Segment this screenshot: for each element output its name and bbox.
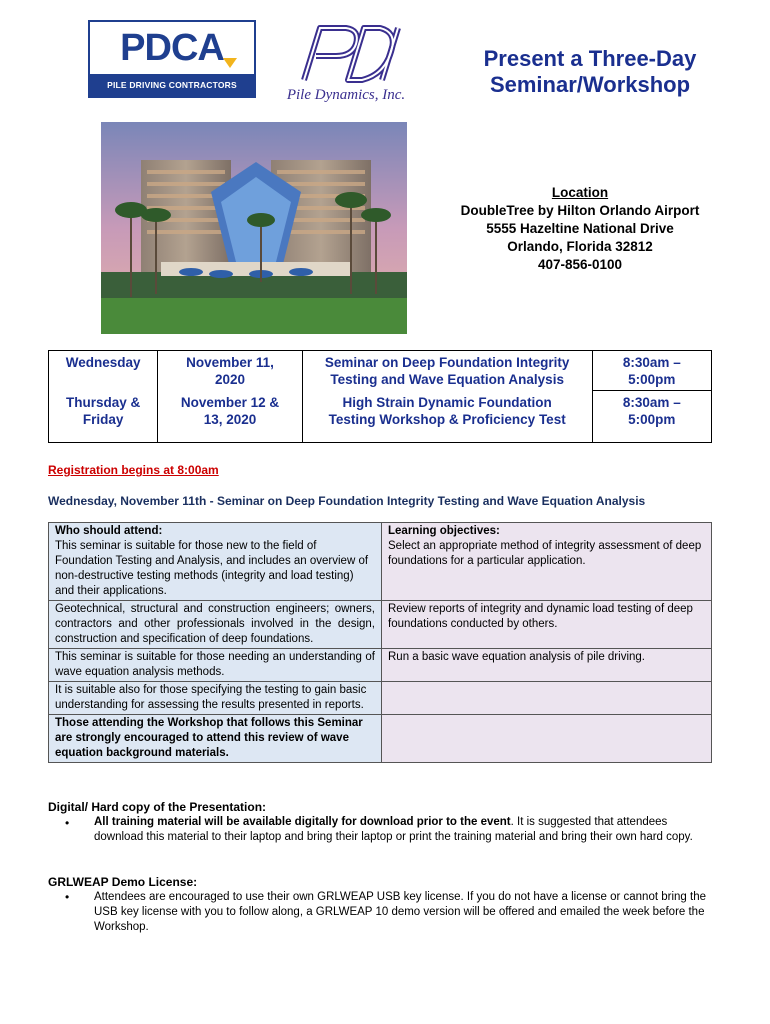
bullet-icon: • <box>65 816 70 830</box>
table-cell-text: This seminar is suitable for those needing an understanding of wave equation analysis methods. <box>49 649 382 682</box>
learning-objectives-header: Learning objectives: <box>388 525 500 537</box>
title-line-1: Present a Three-Day <box>483 46 697 71</box>
location-city: Orlando, Florida 32812 <box>507 239 653 254</box>
pdca-logo <box>88 20 256 112</box>
table-cell-text <box>382 715 712 763</box>
location-street: 5555 Hazeltine National Drive <box>486 221 674 236</box>
schedule-time: 8:30am – 5:00pm <box>592 351 711 391</box>
digital-bullet-rest: . It is suggested that attendees download this material to their laptop and bring their laptop or print the training material and bring their own hard copy. <box>94 816 693 843</box>
schedule-row <box>49 391 712 443</box>
wednesday-heading: Wednesday, November 11th - Seminar on Deep Foundation Integrity Testing and Wave Equation Analysis <box>48 494 646 508</box>
pdca-triangle-icon <box>223 58 237 68</box>
digital-bullet <box>94 815 714 845</box>
table-cell-text: Run a basic wave equation analysis of pile driving. <box>382 649 712 682</box>
location-heading: Location <box>551 185 609 200</box>
pdi-emblem-icon <box>276 18 416 88</box>
seminar-table <box>48 522 712 763</box>
location-block <box>420 184 740 274</box>
table-row <box>49 649 712 682</box>
pdca-logo-letters: PDCA <box>120 27 224 69</box>
location-phone: 407-856-0100 <box>537 257 623 272</box>
pdi-caption: Pile Dynamics, Inc. <box>286 87 406 103</box>
schedule-day: Wednesday <box>49 351 158 391</box>
table-row <box>49 523 712 601</box>
grlweap-heading: GRLWEAP Demo License: <box>48 875 198 889</box>
table-row <box>49 682 712 715</box>
table-cell <box>49 523 382 601</box>
schedule-time: 8:30am – 5:00pm <box>592 391 711 443</box>
schedule-day: Thursday & Friday <box>49 391 158 443</box>
digital-bullet-bold: All training material will be available digitally for download prior to the event <box>94 816 511 828</box>
who-should-attend-header: Who should attend: <box>55 525 163 537</box>
schedule-table <box>48 350 712 443</box>
bullet-icon: • <box>65 890 70 904</box>
registration-note: Registration begins at 8:00am <box>48 463 219 477</box>
location-venue: DoubleTree by Hilton Orlando Airport <box>460 203 700 218</box>
schedule-event: High Strain Dynamic Foundation Testing Workshop & Proficiency Test <box>302 391 592 443</box>
table-cell-text: Select an appropriate method of integrity assessment of deep foundations for a particular application. <box>388 540 702 567</box>
title-line-2: Seminar/Workshop <box>489 72 691 97</box>
schedule-date: November 12 & 13, 2020 <box>158 391 302 443</box>
schedule-row <box>49 351 712 391</box>
table-cell-text: Those attending the Workshop that follows this Seminar are strongly encouraged to attend this review of wave equation background materials. <box>49 715 382 763</box>
table-cell <box>382 523 712 601</box>
schedule-date: November 11, 2020 <box>158 351 302 391</box>
grlweap-bullet: Attendees are encouraged to use their own GRLWEAP USB key license. If you do not have a license or cannot bring the USB key license with you to follow along, a GRLWEAP 10 demo version will be offered and emailed the week before the Workshop. <box>94 891 706 933</box>
schedule-event: Seminar on Deep Foundation Integrity Testing and Wave Equation Analysis <box>302 351 592 391</box>
table-row <box>49 715 712 763</box>
hotel-photo <box>101 122 407 334</box>
table-cell-text: This seminar is suitable for those new to the field of Foundation Testing and Analysis, and includes an overview of non-destructive testing methods (integrity and load testing) and their applications. <box>55 540 369 597</box>
table-cell-text <box>382 682 712 715</box>
pdca-logo-bar: PILE DRIVING CONTRACTORS ASSOCIATION <box>90 74 254 96</box>
table-row <box>49 601 712 649</box>
table-cell-text: Review reports of integrity and dynamic load testing of deep foundations conducted by others. <box>382 601 712 649</box>
digital-heading: Digital/ Hard copy of the Presentation: <box>48 800 267 814</box>
table-cell-text: It is suitable also for those specifying the testing to gain basic understanding for assessing the results presented in reports. <box>49 682 382 715</box>
pdi-logo <box>276 18 416 106</box>
table-cell-text: Geotechnical, structural and construction engineers; owners, contractors and other professionals involved in the design, construction and specification of deep foundations. <box>49 601 382 649</box>
page-title <box>440 46 740 98</box>
